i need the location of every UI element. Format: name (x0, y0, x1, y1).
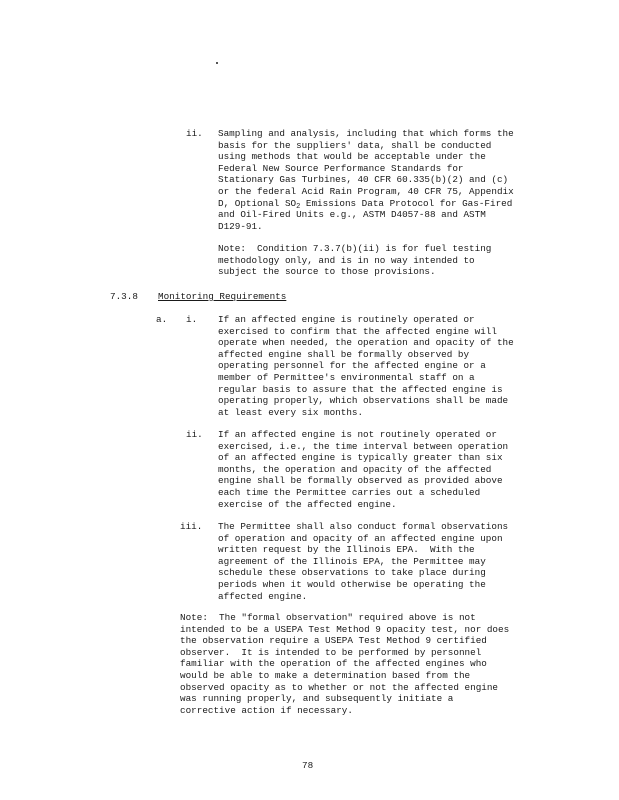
text-line: of operation and opacity of an affected engine upon (218, 532, 503, 544)
item-i-label: i. (186, 314, 198, 325)
text-line: would be able to make a determination based from the (180, 670, 471, 681)
section-ii-label: ii. (186, 128, 203, 139)
text-fragment: Emissions Data Protocol for Gas-Fired (300, 197, 513, 209)
scan-speck (216, 62, 218, 64)
text-fragment: D, Optional SO (218, 197, 297, 209)
text-line: written request by the Illinois EPA. With the (218, 544, 475, 556)
item-letter: a. (156, 314, 168, 325)
text-line: of an affected engine is typically greater than six (218, 452, 503, 464)
text-line: exercised to confirm that the affected engine will (218, 325, 497, 337)
text-line: familiar with the operation of the affected engines who (180, 658, 487, 670)
text-line: Note: Condition 7.3.7(b)(ii) is for fuel testing (218, 243, 492, 254)
text-line: the observation require a USEPA Test Method 9 certified (180, 635, 487, 647)
text-line: If an affected engine is routinely operated or (218, 314, 475, 325)
text-line: observer. It is intended to be performed by personnel (180, 646, 482, 658)
text-line: affected engine. (218, 590, 308, 602)
text-line: observed opacity as to whether or not the affected engine (180, 681, 499, 693)
item-iii-label: iii. (180, 521, 203, 532)
text-line: Note: The "formal observation" required above is not (180, 612, 476, 623)
text-line: intended to be a USEPA Test Method 9 opacity test, nor does (180, 623, 510, 635)
text-line: months, the operation and opacity of the affected (218, 463, 492, 475)
page-number: 78 (302, 760, 314, 771)
text-line: agreement of the Illinois EPA, the Permittee may (218, 555, 486, 567)
text-line: schedule these observations to take place during (218, 567, 486, 579)
text-line: corrective action if necessary. (180, 704, 353, 716)
text-line: engine shall be formally observed as provided above (218, 475, 503, 487)
text-line: D129-91. (218, 220, 263, 232)
text-line: at least every six months. (218, 406, 364, 418)
text-line: If an affected engine is not routinely operated or (218, 429, 497, 440)
subscript: 2 (296, 202, 301, 211)
text-line: basis for the suppliers' data, shall be conducted (218, 139, 492, 151)
section-title: Monitoring Requirements (158, 291, 287, 302)
text-line: operating properly, which observations shall be made (218, 395, 509, 407)
text-line: regular basis to assure that the affected engine is (218, 383, 503, 395)
text-line: or the federal Acid Rain Program, 40 CFR 75, Appendix (218, 186, 514, 197)
text-line: and Oil-Fired Units e.g., ASTM D4057-88 and ASTM (218, 209, 486, 221)
text-line: The Permittee shall also conduct formal observations (218, 521, 509, 532)
text-line: methodology only, and is in no way intended to (218, 254, 475, 266)
text-line: member of Permittee's environmental staff on a (218, 372, 475, 383)
text-line: operate when needed, the operation and opacity of the (218, 337, 514, 349)
text-line: operating personnel for the affected engine or a (218, 360, 486, 372)
text-line: Federal New Source Performance Standards for (218, 162, 464, 174)
text-line: exercise of the affected engine. (218, 498, 397, 510)
text-line: using methods that would be acceptable under the (218, 151, 486, 163)
text-line: affected engine shall be formally observed by (218, 348, 470, 360)
section-number: 7.3.8 (110, 291, 138, 302)
text-line: subject the source to those provisions. (218, 266, 436, 278)
text-line: Sampling and analysis, including that which forms the (218, 128, 514, 139)
text-line: was running properly, and subsequently initiate a (180, 693, 454, 705)
text-line: periods when it would otherwise be operating the (218, 579, 486, 590)
text-line: exercised, i.e., the time interval between operation (218, 440, 509, 452)
text-line: each time the Permittee carries out a scheduled (218, 487, 481, 498)
item-ii-label: ii. (186, 429, 203, 440)
text-line: Stationary Gas Turbines, 40 CFR 60.335(b)(2) and (c) (218, 174, 509, 186)
